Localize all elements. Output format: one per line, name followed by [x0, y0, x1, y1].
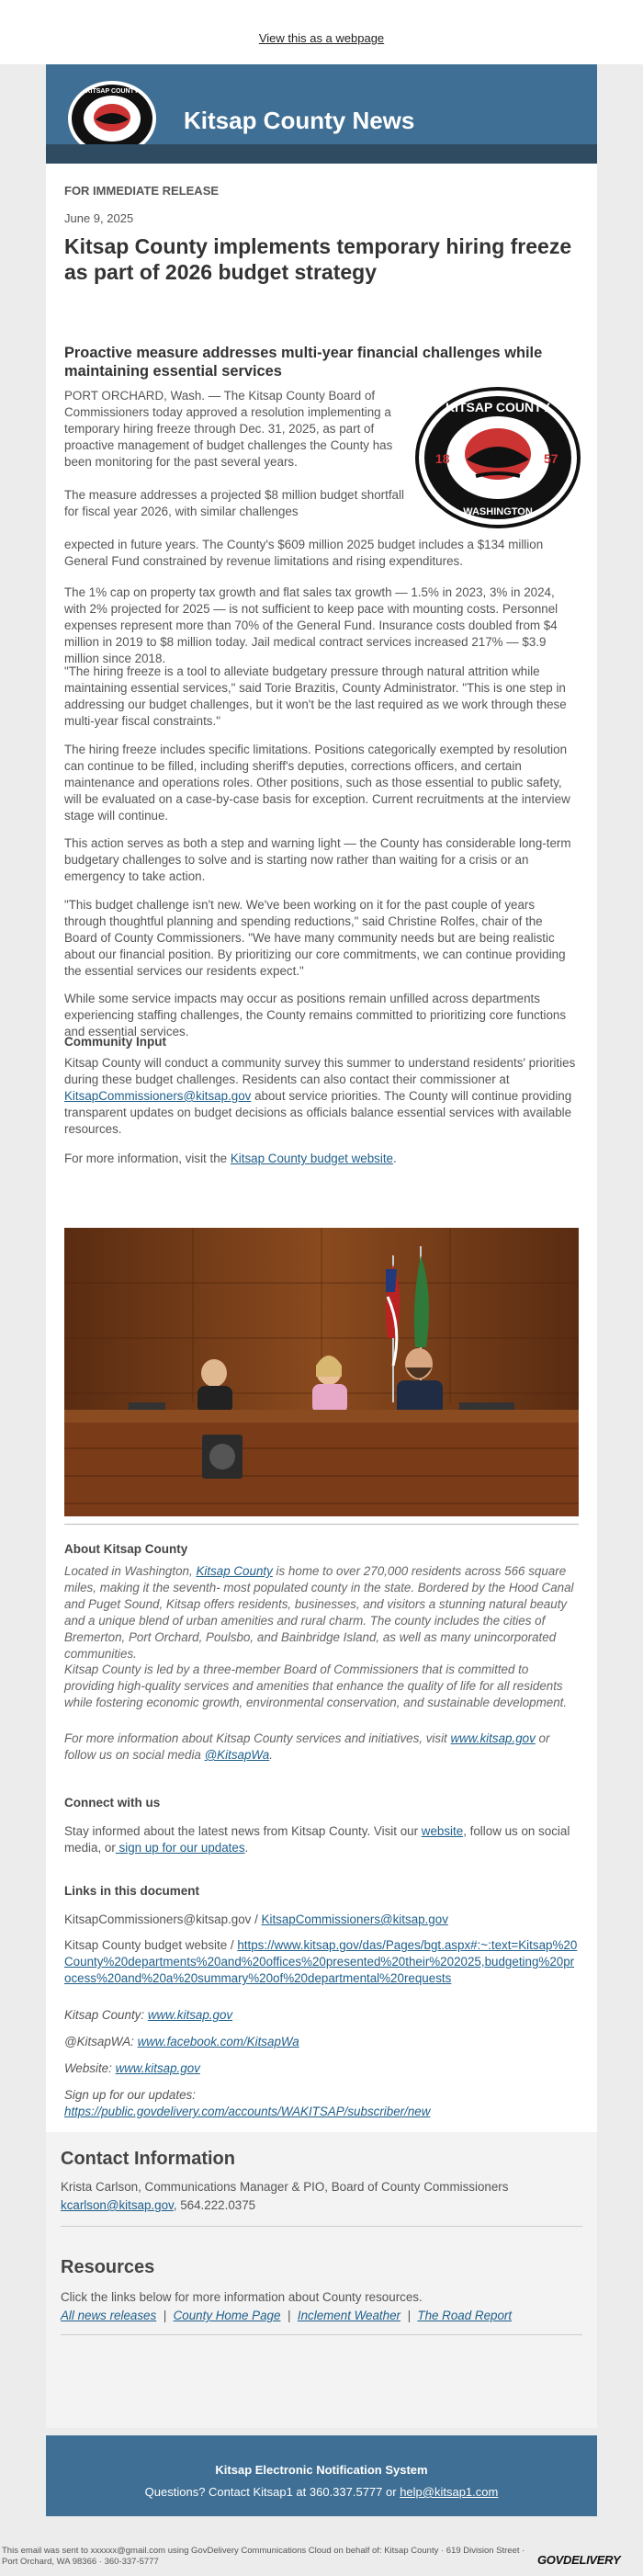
seal-image-top: KITSAP COUNTY [445, 400, 551, 414]
legal-text: This email was sent to xxxxxx@gmail.com using GovDelivery Communications Cloud on behalf of: Kitsap County · 619 Division Street · Port Orchard, WA 98366 · 360-337-5777 [2, 2546, 525, 2567]
contact-section [46, 2132, 597, 2428]
paragraph-6: This action serves as both a step and warning light — the County has considerable long-term budgetary challenges to solve and is starting now rather than waiting for a crisis or an emergency to take action. [64, 836, 571, 883]
paragraph-7: "This budget challenge isn't new. We've been working on it for the past couple of years through thoughtful planning and spending reductions," said Christine Rolfes, chair of the Board of County Commissioners. "We have many community needs but are being realistic about our financial position. By prioritizing our core commitments, we can continue providing the essential services our residents expect." [64, 898, 566, 978]
release-label: FOR IMMEDIATE RELEASE [64, 184, 220, 198]
link-3-url[interactable]: www.kitsap.gov [147, 2008, 233, 2022]
links-heading: Links in this document [64, 1884, 200, 1898]
link-2-url[interactable]: https://www.kitsap.gov/das/Pages/bgt.aspx#:~:text=Kitsap%20County%20departments%20and%20offices%20presented%20their%202025,budgeting%20process%20and%20a%20summary%20of%20departmental%20requests [64, 1938, 578, 1985]
footer-questions: Questions? Contact Kitsap1 at 360.337.5777 or help@kitsap1.com [144, 2485, 499, 2499]
link-6: Sign up for our updates: https://public.govdelivery.com/accounts/WAKITSAP/subscriber/new [64, 2088, 431, 2118]
resource-links: All news releases | County Home Page | Inclement Weather | The Road Report [61, 2309, 513, 2322]
divider [64, 1524, 579, 1525]
paragraph-4: "The hiring freeze is a tool to alleviate budgetary pressure through natural attrition while maintaining essential services," said Torie Brazitis, County Administrator. "This is one step in addressing our budget challenges, but it won't be the last required as we work through these multi-year fiscal constraints." [64, 664, 567, 728]
footer-email-link[interactable]: help@kitsap1.com [400, 2485, 499, 2499]
about-heading: About Kitsap County [64, 1542, 188, 1556]
kitsap-gov-link[interactable]: www.kitsap.gov [450, 1731, 536, 1745]
footer-bar [46, 2435, 597, 2516]
govdelivery-logo: GOVDELIVERY [537, 2553, 621, 2567]
view-webpage-link[interactable]: View this as a webpage [258, 31, 385, 45]
link-5-url[interactable]: www.kitsap.gov [115, 2061, 200, 2075]
headline: Kitsap County implements temporary hiring freeze as part of 2026 budget strategy [64, 234, 572, 284]
commissioners-email-link[interactable]: KitsapCommissioners@kitsap.gov [64, 1089, 252, 1103]
all-news-link[interactable]: All news releases [61, 2309, 157, 2322]
about-paragraph-3: For more information about Kitsap County services and initiatives, visit www.kitsap.gov or follow us on social media @KitsapWa. [64, 1731, 550, 1762]
seal-image-bottom: WASHINGTON [463, 506, 533, 517]
seal-top-text: KITSAP COUNTY [85, 88, 139, 95]
subheadline: Proactive measure addresses multi-year financial challenges while maintaining essential services [64, 345, 543, 380]
seal-year-right: 57 [544, 451, 558, 466]
about-paragraph-1: Located in Washington, Kitsap County is home to over 270,000 residents across 566 square miles, making it the seventh- most populated county in the state. Bordered by the Hood Canal and Puget Sound, Kitsap offers residents, businesses, and visitors a stunning natural beauty and a unique blend of urban amenities and rural charm. The county includes the cities of Bremerton, Port Orchard, Poulsbo, and Bainbridge Island, as well as many unincorporated communities. [64, 1564, 574, 1661]
link-2: Kitsap County budget website / https://www.kitsap.gov/das/Pages/bgt.aspx#:~:text=Kitsap%20County%20departments%20and%20offices%20presented%20their%202025,budgeting%20process%20and%20a%20summary%20of%20departmental%20requests [64, 1938, 578, 1985]
footer-title: Kitsap Electronic Notification System [215, 2463, 428, 2477]
paragraph-9: Kitsap County will conduct a community survey this summer to understand residents' priorities during these budget challenges. Residents can also contact their commissioner at KitsapCommissioners@kitsap.gov about service priorities. The County will continue providing transparent updates on budget decisions as officials balance essential services with available resources. [64, 1056, 576, 1136]
paragraph-5: The hiring freeze includes specific limitations. Positions categorically exempted by resolution can continue to be filled, including sheriff's deputies, corrections officers, and certain maintenance and operations roles. Other positions, such as those essential to public safety, will be evaluated on a case-by-case basis for exception. Current recruitments at the interview stage will continue. [64, 743, 570, 823]
more-info-line: For more information, visit the Kitsap County budget website. [64, 1152, 397, 1165]
contact-email-line: kcarlson@kitsap.gov, 564.222.0375 [61, 2198, 256, 2212]
kitsapwa-social-link[interactable]: @KitsapWa [204, 1748, 270, 1762]
county-seal-image [415, 386, 581, 528]
resources-heading: Resources [61, 2257, 155, 2277]
community-input-heading: Community Input [64, 1035, 166, 1049]
seal-year-left: 18 [435, 451, 450, 466]
banner-strip [46, 144, 597, 164]
link-4-url[interactable]: www.facebook.com/KitsapWa [137, 2035, 299, 2048]
paragraph-8: While some service impacts may occur as positions remain unfilled across departments experiencing staffing challenges, the County remains committed to prioritizing core functions and essential services. [64, 992, 567, 1038]
board-meeting-photo [64, 1228, 579, 1516]
release-date: June 9, 2025 [64, 211, 134, 225]
paragraph-2b: expected in future years. The County's $609 million 2025 budget includes a $134 million General Fund constrained by revenue limitations and rising expenditures. [64, 538, 544, 568]
inclement-weather-link[interactable]: Inclement Weather [297, 2309, 400, 2322]
resources-text: Click the links below for more information about County resources. [61, 2290, 423, 2304]
resources-divider [61, 2334, 582, 2335]
signup-link[interactable]: sign up for our updates [115, 1841, 245, 1855]
link-1-url[interactable]: KitsapCommissioners@kitsap.gov [261, 1912, 448, 1926]
contact-heading: Contact Information [61, 2149, 235, 2169]
paragraph-3: The 1% cap on property tax growth and flat sales tax growth — 1.5% in 2023, 3% in 2024, with 2% projected for 2025 — is not sufficient to keep pace with mounting costs. Personnel expenses represent more than 70% of the General Fund. Insurance costs doubled from $4 million in 2019 to $8 million today. Jail medical contract services increased 217% — $3.9 million since 2018. [64, 585, 558, 665]
contact-email-link[interactable]: kcarlson@kitsap.gov [61, 2198, 174, 2212]
connect-heading: Connect with us [64, 1796, 161, 1810]
kitsap-county-link[interactable]: Kitsap County [196, 1564, 273, 1578]
newsletter-title: Kitsap County News [184, 107, 415, 134]
website-link[interactable]: website [421, 1824, 464, 1838]
link-6-url[interactable]: https://public.govdelivery.com/accounts/WAKITSAP/subscriber/new [64, 2105, 431, 2118]
road-report-link[interactable]: The Road Report [417, 2309, 513, 2322]
budget-website-link[interactable]: Kitsap County budget website [230, 1152, 394, 1165]
link-5: Website: www.kitsap.gov [64, 2061, 200, 2075]
contact-divider [61, 2226, 582, 2227]
link-4: @KitsapWA: www.facebook.com/KitsapWa [64, 2035, 299, 2048]
about-paragraph-2: Kitsap County is led by a three-member Board of Commissioners that is committed to providing high-quality services and amenities that enhance the quality of life for all residents while fostering economic growth, environmental conservation, and sustainable development. [64, 1662, 568, 1709]
paragraph-2a: The measure addresses a projected $8 million budget shortfall for fiscal year 2026, with similar challenges [64, 488, 404, 518]
link-3: Kitsap County: www.kitsap.gov [64, 2008, 233, 2022]
link-1: KitsapCommissioners@kitsap.gov / KitsapCommissioners@kitsap.gov [64, 1912, 448, 1926]
top-bar [0, 0, 643, 64]
contact-line: Krista Carlson, Communications Manager & PIO, Board of County Commissioners [61, 2180, 509, 2194]
paragraph-1: PORT ORCHARD, Wash. — The Kitsap County Board of Commissioners today approved a resolution implementing a temporary hiring freeze through Dec. 31, 2025, as part of proactive management of budget challenges the County has been monitoring for the past several years. [64, 389, 393, 469]
connect-paragraph: Stay informed about the latest news from Kitsap County. Visit our website, follow us on social media, or sign up for our updates. [64, 1824, 570, 1855]
county-home-link[interactable]: County Home Page [173, 2309, 281, 2322]
